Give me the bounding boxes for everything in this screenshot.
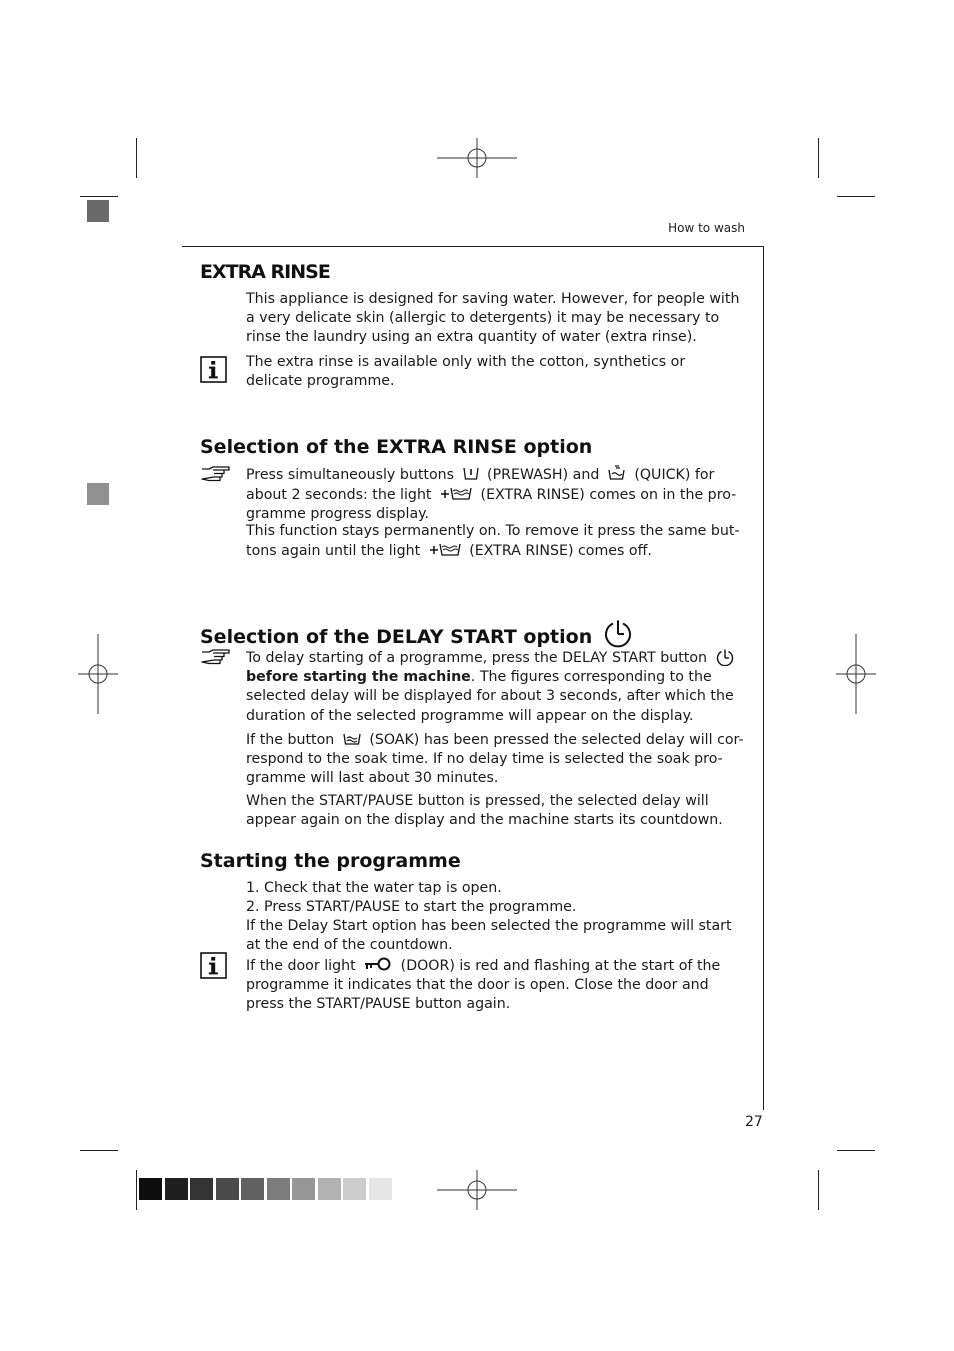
pointing-hand-icon: [200, 465, 232, 483]
registration-mark-icon: [437, 1170, 517, 1210]
header-rule: [182, 246, 764, 247]
extra-rinse-selection-step-2: This function stays permanently on. To remove it press the same but-tons again until the light (EXTRA RINSE) comes off.: [246, 523, 740, 560]
starting-programme-title: Starting the programme: [200, 850, 461, 872]
starting-step-1: 1. Check that the water tap is open.: [246, 880, 502, 896]
extra-rinse-selection-title: Selection of the EXTRA RINSE option: [200, 436, 593, 458]
page-number: 27: [745, 1114, 763, 1130]
extra-rinse-light-icon: [428, 541, 462, 557]
crop-mark: [136, 1170, 137, 1210]
delay-start-step-1: To delay starting of a programme, press the DELAY START button before starting the machine. The figures corresponding to the selected delay will be displayed for about 3 seconds, after which the duration of the selected programme will appear on the display.: [246, 650, 734, 724]
info-icon: [200, 356, 227, 383]
color-swatch: [343, 1178, 366, 1200]
margin-rule: [763, 246, 764, 1110]
starting-step-2: 2. Press START/PAUSE to start the programme.: [246, 899, 577, 915]
prewash-icon: [462, 465, 480, 481]
delay-start-countdown-note: When the START/PAUSE button is pressed, the selected delay will appear again on the display and the machine starts its countdown.: [246, 793, 723, 829]
door-key-icon: [363, 956, 393, 972]
delay-start-icon: [715, 648, 735, 666]
extra-rinse-title: EXTRA RINSE: [200, 261, 330, 283]
color-swatch: [267, 1178, 290, 1200]
delay-start-icon: [603, 619, 633, 649]
extra-rinse-note: The extra rinse is available only with the cotton, synthetics or delicate programme.: [246, 354, 686, 390]
section-tab-marker: [87, 200, 109, 222]
crop-mark: [136, 138, 137, 178]
extra-rinse-light-icon: [439, 485, 473, 501]
delay-start-selection-title: Selection of the DELAY START option: [200, 619, 633, 649]
crop-mark: [818, 138, 819, 178]
extra-rinse-selection-step-1: Press simultaneously buttons (PREWASH) and (QUICK) for about 2 seconds: the light (EXTRA RINSE) comes on in the pro-gramme progress display.: [246, 467, 737, 523]
color-swatch: [292, 1178, 315, 1200]
crop-mark: [818, 1170, 819, 1210]
section-tab-marker: [87, 483, 109, 505]
color-swatch: [241, 1178, 264, 1200]
starting-delay-note: If the Delay Start option has been selected the programme will start at the end of the countdown.: [246, 918, 732, 954]
extra-rinse-intro: This appliance is designed for saving water. However, for people with a very delicate skin (allergic to detergents) it may be necessary to rinse the laundry using an extra quantity of water (extra rinse).: [246, 291, 740, 346]
crop-mark: [80, 196, 118, 197]
registration-mark-icon: [437, 138, 517, 178]
crop-mark: [837, 196, 875, 197]
color-swatch: [190, 1178, 213, 1200]
starting-door-note: If the door light (DOOR) is red and flashing at the start of the programme it indicates that the door is open. Close the door and press the START/PAUSE button again.: [246, 958, 721, 1013]
soak-icon: [342, 730, 362, 746]
color-swatch: [165, 1178, 188, 1200]
color-swatch: [139, 1178, 162, 1200]
color-swatch: [369, 1178, 392, 1200]
quick-wash-icon: [607, 465, 627, 481]
crop-mark: [80, 1150, 118, 1151]
registration-mark-icon: [78, 634, 118, 714]
pointing-hand-icon: [200, 648, 232, 666]
color-calibration-bar: [139, 1178, 394, 1200]
delay-start-soak-note: If the button (SOAK) has been pressed the selected delay will cor-respond to the soak time. If no delay time is selected the soak pro-gramme will last about 30 minutes.: [246, 732, 744, 787]
color-swatch: [216, 1178, 239, 1200]
running-header: How to wash: [668, 221, 745, 235]
info-icon: [200, 952, 227, 979]
color-swatch: [318, 1178, 341, 1200]
crop-mark: [837, 1150, 875, 1151]
registration-mark-icon: [836, 634, 876, 714]
